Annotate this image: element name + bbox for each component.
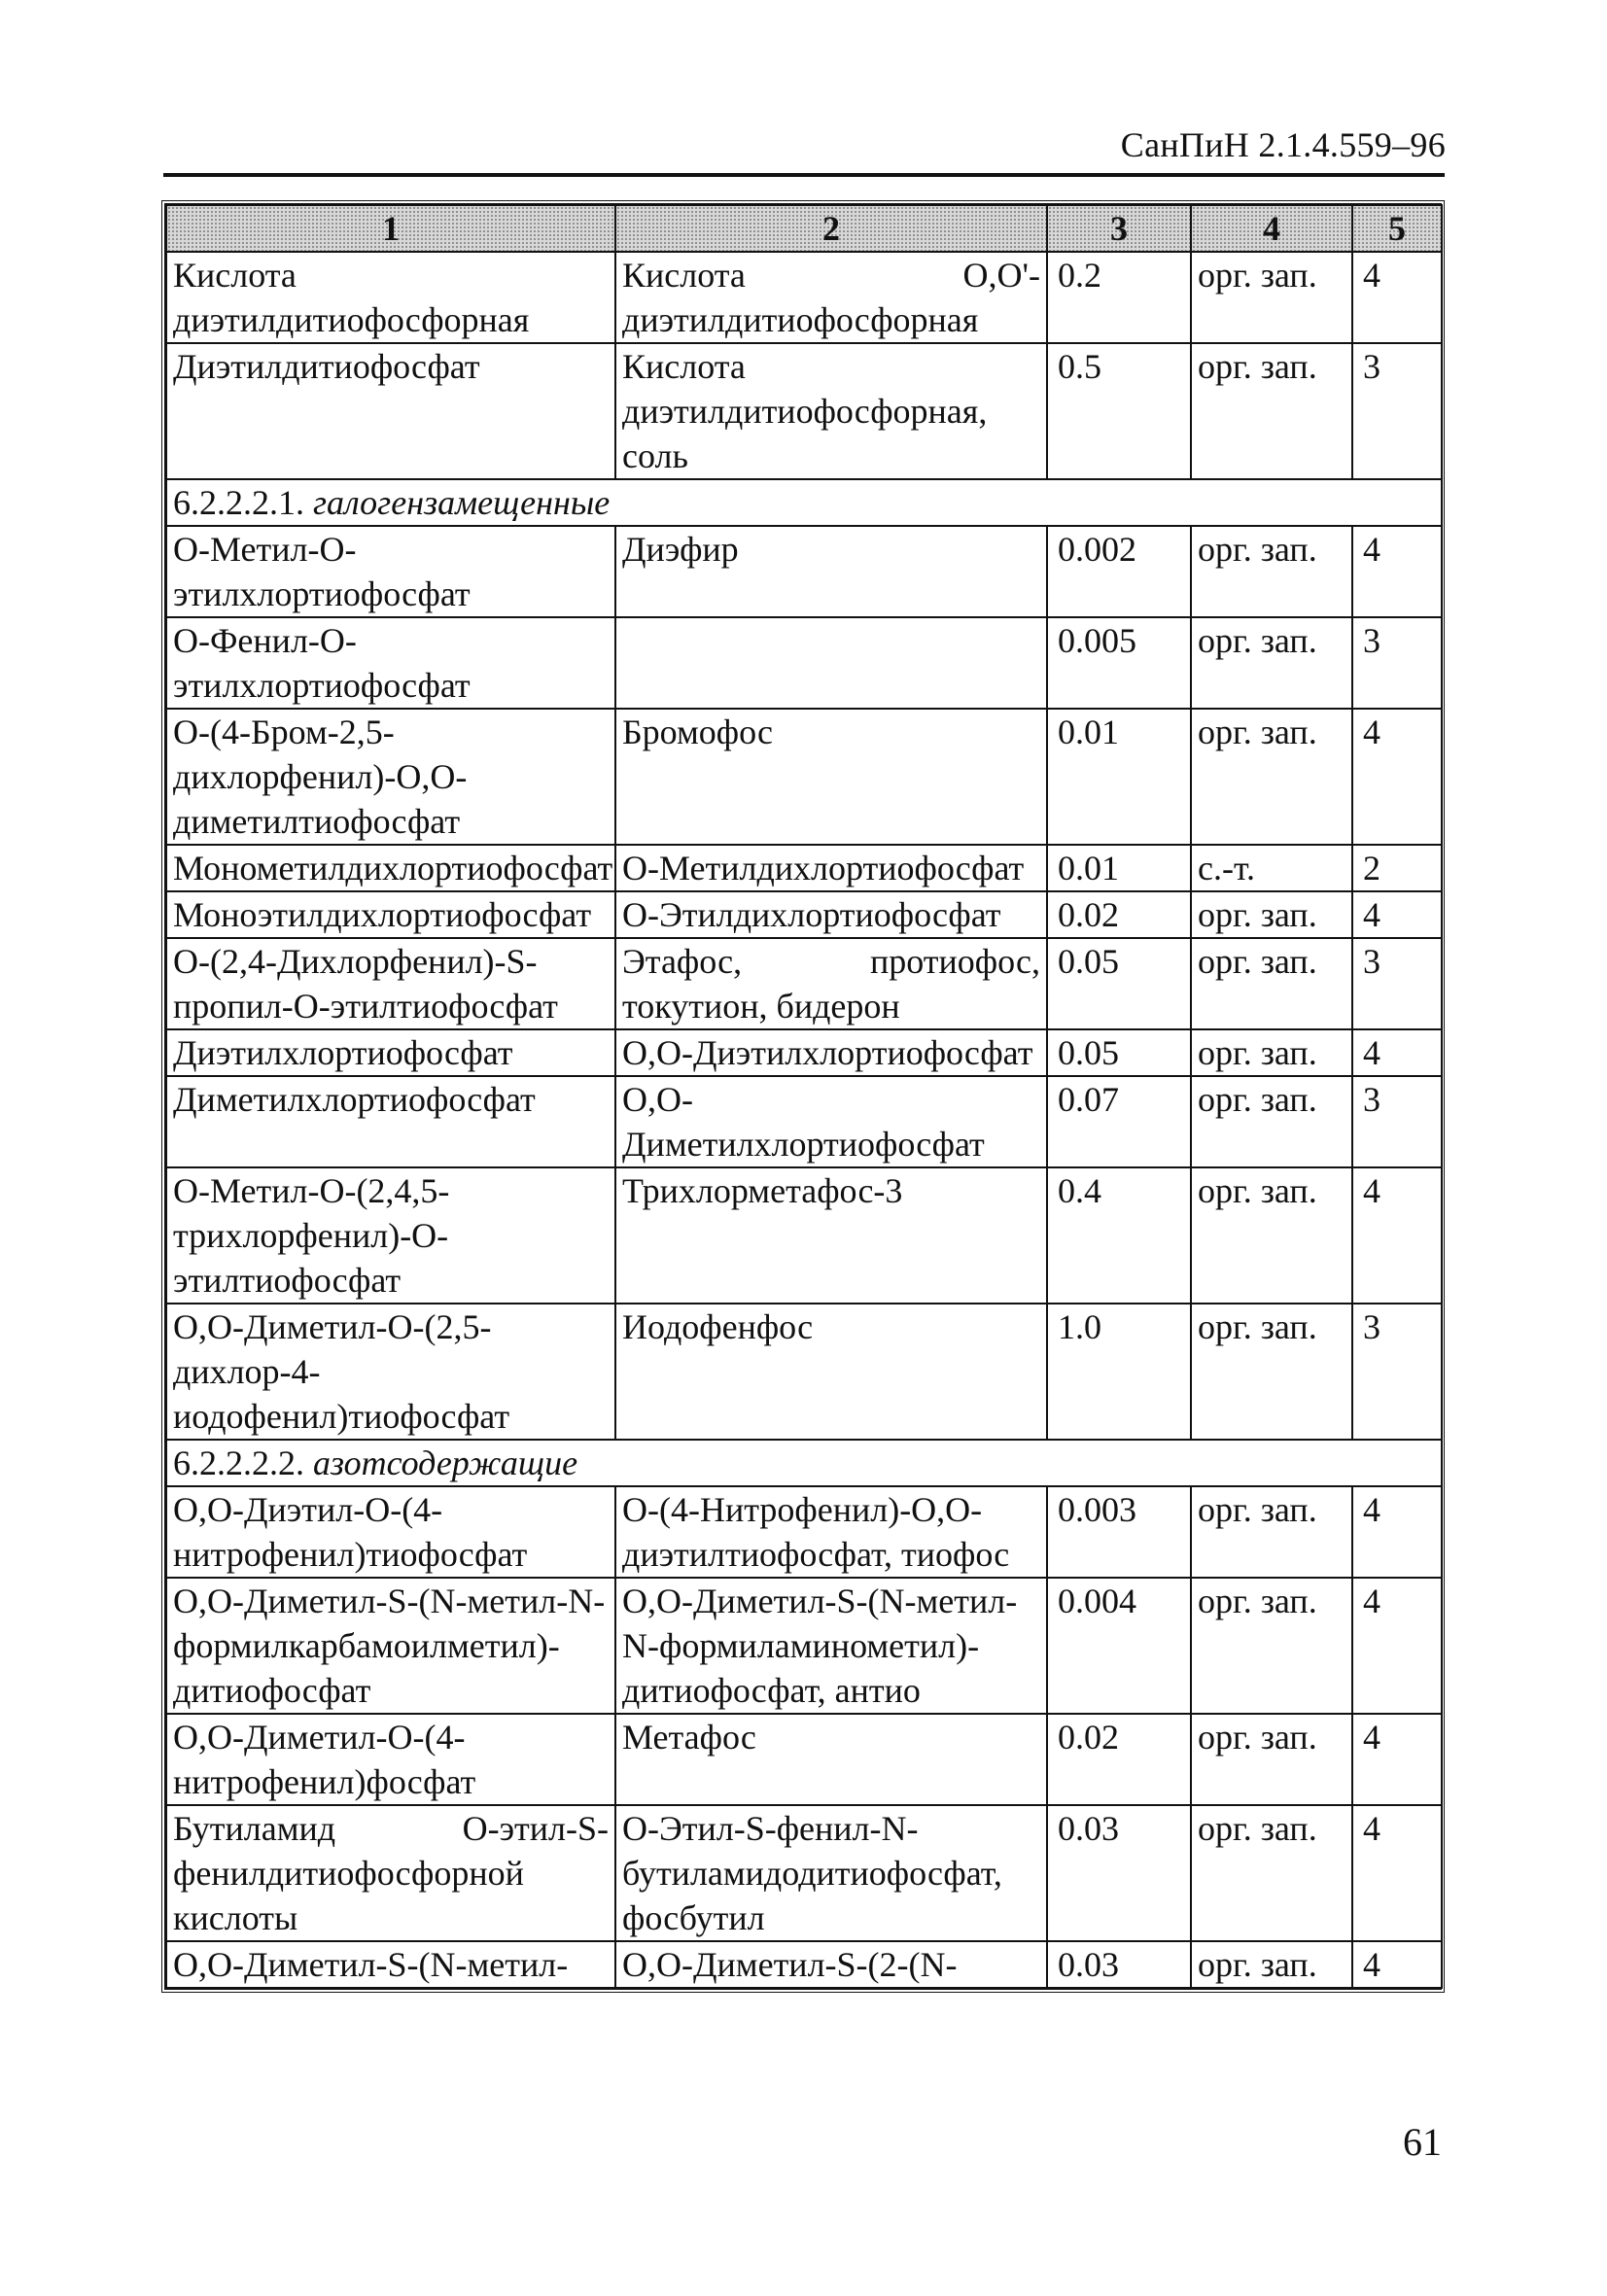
hazard-class-cell: 3 xyxy=(1352,1304,1442,1440)
synonym-cell: О,О-Диметил-S-(N-метил-N-формиламинометил)-дитиофосфат, антио xyxy=(615,1578,1047,1714)
section-row xyxy=(166,479,1442,526)
table-row xyxy=(166,1167,1442,1304)
hazard-sign-cell: орг. зап. xyxy=(1191,526,1352,617)
table-body xyxy=(166,252,1442,1988)
synonym-cell: О-Этилдихлортиофосфат xyxy=(615,891,1047,938)
hazard-sign-cell: орг. зап. xyxy=(1191,252,1352,343)
column-header-2: 2 xyxy=(615,205,1047,252)
concentration-cell: 0.004 xyxy=(1047,1578,1191,1714)
table-row xyxy=(166,1076,1442,1167)
page-number: 61 xyxy=(1403,2120,1442,2164)
column-header-5: 5 xyxy=(1352,205,1442,252)
table-row xyxy=(166,891,1442,938)
concentration-cell: 0.02 xyxy=(1047,1714,1191,1805)
substance-name-cell: О,О-Диметил-S-(N-метил- xyxy=(166,1941,615,1988)
substance-name-cell: Моноэтилдихлортиофосфат xyxy=(166,891,615,938)
table-header-row xyxy=(166,205,1442,252)
table-row xyxy=(166,1805,1442,1941)
hazard-sign-cell: орг. зап. xyxy=(1191,1029,1352,1076)
hazard-class-cell: 4 xyxy=(1352,1714,1442,1805)
hazard-class-cell: 4 xyxy=(1352,1941,1442,1988)
concentration-cell: 0.2 xyxy=(1047,252,1191,343)
hazard-sign-cell: орг. зап. xyxy=(1191,1805,1352,1941)
concentration-cell: 0.003 xyxy=(1047,1486,1191,1578)
hazard-sign-cell: орг. зап. xyxy=(1191,1941,1352,1988)
substance-name-cell: О,О-Диметил-О-(2,5-дихлор-4-иодофенил)тиофосфат xyxy=(166,1304,615,1440)
table-row xyxy=(166,1941,1442,1988)
hazard-class-cell: 3 xyxy=(1352,1076,1442,1167)
hazard-sign-cell: орг. зап. xyxy=(1191,1304,1352,1440)
concentration-cell: 0.01 xyxy=(1047,845,1191,891)
column-header-3: 3 xyxy=(1047,205,1191,252)
table-row xyxy=(166,1714,1442,1805)
synonym-cell: Трихлорметафос-3 xyxy=(615,1167,1047,1304)
hazard-class-cell: 3 xyxy=(1352,938,1442,1029)
table-row xyxy=(166,526,1442,617)
table-row xyxy=(166,343,1442,479)
concentration-cell: 1.0 xyxy=(1047,1304,1191,1440)
substance-name-cell: О-Фенил-О-этилхлортиофосфат xyxy=(166,617,615,709)
table-row xyxy=(166,617,1442,709)
synonym-cell: Бромофос xyxy=(615,709,1047,845)
concentration-cell: 0.05 xyxy=(1047,1029,1191,1076)
section-number: 6.2.2.2.2. xyxy=(173,1444,304,1482)
hazard-sign-cell: орг. зап. xyxy=(1191,617,1352,709)
concentration-cell: 0.4 xyxy=(1047,1167,1191,1304)
hazard-sign-cell: орг. зап. xyxy=(1191,1714,1352,1805)
substance-name-cell: О-Метил-О-(2,4,5-трихлорфенил)-О-этилтиофосфат xyxy=(166,1167,615,1304)
substance-name-cell: Бутиламид О-этил-S-фенилдитиофосфорной кислоты xyxy=(166,1805,615,1941)
hazard-class-cell: 4 xyxy=(1352,1029,1442,1076)
synonym-cell: О,О-Диметил-S-(2-(N- xyxy=(615,1941,1047,1988)
substance-name-cell: О,О-Диметил-S-(N-метил-N-формилкарбамоилметил)- дитиофосфат xyxy=(166,1578,615,1714)
hazard-class-cell: 3 xyxy=(1352,617,1442,709)
hazard-sign-cell: орг. зап. xyxy=(1191,1486,1352,1578)
substance-name-cell: Кислота диэтилдитиофосфорная xyxy=(166,252,615,343)
synonym-cell: О-(4-Нитрофенил)-О,О-диэтилтиофосфат, тиофос xyxy=(615,1486,1047,1578)
hazard-class-cell: 4 xyxy=(1352,252,1442,343)
substance-name-cell: О,О-Диэтил-О-(4-нитрофенил)тиофосфат xyxy=(166,1486,615,1578)
hazard-class-cell: 4 xyxy=(1352,1167,1442,1304)
hazard-class-cell: 4 xyxy=(1352,891,1442,938)
concentration-cell: 0.002 xyxy=(1047,526,1191,617)
table-row xyxy=(166,1486,1442,1578)
section-number: 6.2.2.2.1. xyxy=(173,483,304,522)
synonym-cell: Кислота диэтилдитиофосфорная, соль xyxy=(615,343,1047,479)
hazard-sign-cell: орг. зап. xyxy=(1191,709,1352,845)
synonym-cell: О,О-Диметилхлортиофосфат xyxy=(615,1076,1047,1167)
section-heading xyxy=(166,1440,1442,1486)
table-row xyxy=(166,938,1442,1029)
synonym-cell: Этафос, протиофос, токутион, бидерон xyxy=(615,938,1047,1029)
hazard-class-cell: 4 xyxy=(1352,526,1442,617)
hazard-sign-cell: орг. зап. xyxy=(1191,1578,1352,1714)
synonym-cell: О-Этил-S-фенил-N-бутиламидодитиофосфат, фосбутил xyxy=(615,1805,1047,1941)
synonym-cell: О,О-Диэтилхлортиофосфат xyxy=(615,1029,1047,1076)
column-header-1: 1 xyxy=(166,205,615,252)
substance-name-cell: Диэтилхлортиофосфат xyxy=(166,1029,615,1076)
concentration-cell: 0.005 xyxy=(1047,617,1191,709)
concentration-cell: 0.01 xyxy=(1047,709,1191,845)
hazard-class-cell: 4 xyxy=(1352,1486,1442,1578)
substance-name-cell: Монометилдихлортиофосфат xyxy=(166,845,615,891)
substance-name-cell: О-(4-Бром-2,5-дихлорфенил)-О,О-диметилтиофосфат xyxy=(166,709,615,845)
synonym-cell xyxy=(615,617,1047,709)
table-row xyxy=(166,709,1442,845)
hazard-class-cell: 4 xyxy=(1352,709,1442,845)
hazard-sign-cell: с.-т. xyxy=(1191,845,1352,891)
section-name: галогензамещенные xyxy=(313,483,611,522)
hazard-class-cell: 4 xyxy=(1352,1578,1442,1714)
substance-name-cell: Диэтилдитиофосфат xyxy=(166,343,615,479)
table-row xyxy=(166,1304,1442,1440)
hazard-sign-cell: орг. зап. xyxy=(1191,1167,1352,1304)
table-row xyxy=(166,252,1442,343)
synonym-cell: Иодофенфос xyxy=(615,1304,1047,1440)
concentration-cell: 0.02 xyxy=(1047,891,1191,938)
section-name: азотсодержащие xyxy=(313,1444,578,1482)
table-row xyxy=(166,1029,1442,1076)
concentration-cell: 0.03 xyxy=(1047,1941,1191,1988)
substance-name-cell: Диметилхлортиофосфат xyxy=(166,1076,615,1167)
section-row xyxy=(166,1440,1442,1486)
substances-table xyxy=(165,204,1443,1989)
synonym-cell: Метафос xyxy=(615,1714,1047,1805)
substances-table-frame xyxy=(161,200,1445,1993)
hazard-class-cell: 2 xyxy=(1352,845,1442,891)
hazard-sign-cell: орг. зап. xyxy=(1191,343,1352,479)
substance-name-cell: О-(2,4-Дихлорфенил)-S-пропил-О-этилтиофосфат xyxy=(166,938,615,1029)
document-code: СанПиН 2.1.4.559–96 xyxy=(1120,125,1446,164)
concentration-cell: 0.03 xyxy=(1047,1805,1191,1941)
synonym-cell: Диэфир xyxy=(615,526,1047,617)
section-heading xyxy=(166,479,1442,526)
table-row xyxy=(166,1578,1442,1714)
concentration-cell: 0.07 xyxy=(1047,1076,1191,1167)
concentration-cell: 0.5 xyxy=(1047,343,1191,479)
synonym-cell: Кислота О,О'-диэтилдитиофосфорная xyxy=(615,252,1047,343)
hazard-class-cell: 3 xyxy=(1352,343,1442,479)
table-row xyxy=(166,845,1442,891)
hazard-sign-cell: орг. зап. xyxy=(1191,938,1352,1029)
substance-name-cell: О-Метил-О-этилхлортиофосфат xyxy=(166,526,615,617)
column-header-4: 4 xyxy=(1191,205,1352,252)
concentration-cell: 0.05 xyxy=(1047,938,1191,1029)
hazard-sign-cell: орг. зап. xyxy=(1191,891,1352,938)
substance-name-cell: О,О-Диметил-О-(4-нитрофенил)фосфат xyxy=(166,1714,615,1805)
hazard-class-cell: 4 xyxy=(1352,1805,1442,1941)
header-rule xyxy=(163,173,1445,177)
synonym-cell: О-Метилдихлортиофосфат xyxy=(615,845,1047,891)
hazard-sign-cell: орг. зап. xyxy=(1191,1076,1352,1167)
